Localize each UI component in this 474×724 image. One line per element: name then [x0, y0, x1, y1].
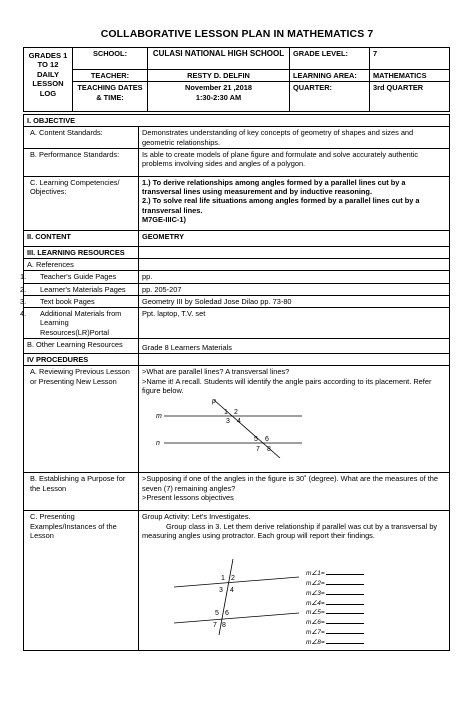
header-table: [23, 47, 450, 112]
label-p: p: [212, 398, 216, 405]
competency-1: 1.) To derive relationships among angles formed by a parallel lines cut by a transversal lines using measurement and by inductive reasoning.: [142, 177, 406, 196]
measure-blank[interactable]: [326, 638, 364, 644]
page-title: COLLABORATIVE LESSON PLAN IN MATHEMATICS 7: [100, 28, 374, 40]
fig2-angle-6: 6: [225, 610, 229, 618]
parallel-line-1: [174, 577, 299, 587]
dates-line-1: November 21 ,2018: [185, 83, 252, 93]
content-standards-value: Demonstrates understanding of key concepts of geometry of shapes and sizes and geometric relationships.: [139, 127, 450, 149]
teachers-guide-text: Teacher's Guide Pages: [40, 272, 117, 282]
performance-standards-label: B. Performance Standards:: [24, 148, 139, 176]
measure-blank[interactable]: [326, 628, 364, 634]
objective-heading: I. OBJECTIVE: [24, 115, 450, 127]
other-resources-label: B. Other Learning Resources: [24, 338, 139, 353]
competency-code: M7GE-IIIC-1): [142, 214, 186, 224]
competencies-label: C. Learning Competencies/ Objectives:: [24, 176, 139, 230]
angle-7: 7: [256, 446, 260, 453]
fig2-angle-4: 4: [230, 587, 234, 595]
textbook-label: [20, 295, 139, 307]
learners-materials-value: pp. 205-207: [139, 283, 450, 295]
angle-2: 2: [234, 409, 238, 416]
review-value: [139, 366, 450, 473]
parallel-line-2: [174, 613, 299, 623]
measure-blank[interactable]: [326, 599, 364, 605]
measure-row: [306, 569, 364, 579]
measure-blank[interactable]: [326, 608, 364, 614]
purpose-text: >Supposing if one of the angles in the figure is 30˚ (degree). What are the measures of the seven (7) remaining angles?: [142, 474, 439, 493]
measure-row: [306, 589, 364, 599]
measure-row: [306, 628, 364, 638]
teachers-guide-value: pp.: [139, 271, 450, 283]
measure-blank[interactable]: [326, 579, 364, 585]
learners-materials-text: Learner's Materials Pages: [40, 284, 126, 294]
learning-area-value: MATHEMATICS: [370, 70, 450, 82]
presenting-text: Group class in 3. Let them derive relationship if parallel was cut by a transversal by measuring angles using protractor. Each group will report their findings.: [142, 521, 438, 540]
teacher-value: RESTY D. DELFIN: [148, 70, 290, 82]
measure-label: m∠1=: [306, 570, 325, 578]
parallel-lines-figure: [152, 396, 312, 458]
dates-line-2: 1:30-2:30 AM: [195, 92, 242, 102]
purpose-label: B. Establishing a Purpose for the Lesson: [24, 473, 139, 511]
review-label: A. Reviewing Previous Lesson or Presenting New Lesson: [24, 366, 139, 473]
review-name-it: >Name it! A recall. Students will identify the angle pairs according to its placement. Refer figure below.: [142, 376, 432, 395]
presenting-activity: Group Activity: Let's Investigates.: [142, 512, 251, 522]
measure-label: m∠3=: [306, 589, 325, 597]
measure-label: m∠5=: [306, 609, 325, 617]
measure-row: [306, 608, 364, 618]
teachers-guide-label: [20, 271, 139, 283]
angle-5: 5: [254, 436, 258, 443]
fig2-angle-3: 3: [219, 587, 223, 595]
grade-level-value: 7: [370, 48, 450, 70]
fig2-angle-8: 8: [222, 622, 226, 630]
presenting-label: C. Presenting Examples/Instances of the Lesson: [24, 511, 139, 651]
additional-materials-value: Ppt. laptop, T.V. set: [139, 308, 450, 339]
fig2-angle-7: 7: [213, 622, 217, 630]
fig2-angle-1: 1: [221, 575, 225, 583]
additional-num: 4.: [20, 309, 27, 318]
measure-row: [306, 599, 364, 609]
grades-label: GRADES 1 TO 12 DAILY LESSON LOG: [24, 48, 73, 112]
content-label: II. CONTENT: [24, 230, 139, 246]
fig2-angle-5: 5: [215, 610, 219, 618]
measure-row: [306, 638, 364, 648]
dates-value: [148, 82, 290, 112]
fig2-angle-2: 2: [231, 575, 235, 583]
purpose-present: >Present lessons objectives: [142, 492, 234, 502]
competencies-value: [139, 176, 450, 230]
performance-standards-value: Is able to create models of plane figure and formulate and solve accurately authentic problems involving sides and angles of a polygon.: [139, 148, 450, 176]
transversal-figure: [169, 555, 309, 635]
textbook-text: Text book Pages: [40, 296, 95, 306]
angle-3: 3: [226, 418, 230, 425]
teacher-label: TEACHER:: [73, 70, 148, 82]
measure-label: m∠7=: [306, 628, 325, 636]
measure-blank[interactable]: [326, 589, 364, 595]
angle-6: 6: [265, 436, 269, 443]
school-value: CULASI NATIONAL HIGH SCHOOL: [148, 48, 290, 70]
references-label: A. References: [24, 259, 139, 271]
quarter-label: QUARTER:: [290, 82, 370, 112]
dates-label: TEACHING DATES & TIME:: [73, 82, 148, 112]
learning-resources-value: [139, 246, 450, 258]
quarter-value: 3rd QUARTER: [370, 82, 450, 112]
label-m: m: [156, 413, 162, 420]
references-value: [139, 259, 450, 271]
measure-row: [306, 579, 364, 589]
learning-resources-label: III. LEARNING RESOURCES: [24, 246, 139, 258]
learning-area-label: LEARNING AREA:: [290, 70, 370, 82]
measure-blank[interactable]: [326, 618, 364, 624]
learners-materials-num: 2.: [20, 284, 27, 294]
school-label: SCHOOL:: [73, 48, 148, 70]
additional-text: Additional Materials from Learning Resources(LR)Portal: [40, 309, 122, 337]
competency-2: 2.) To solve real life situations among angles formed by a parallel lines cut by a transversal lines.: [142, 196, 420, 215]
measure-label: m∠8=: [306, 638, 325, 646]
measure-label: m∠6=: [306, 619, 325, 627]
measure-fields: [306, 569, 364, 647]
measure-row: [306, 618, 364, 628]
procedures-label: IV PROCEDURES: [24, 354, 139, 366]
lesson-table: [20, 114, 450, 651]
angle-4: 4: [237, 418, 241, 425]
learners-materials-label: [20, 283, 139, 295]
content-standards-label: A. Content Standards:: [24, 127, 139, 149]
textbook-num: 3.: [20, 296, 27, 306]
textbook-value: Geometry III by Soledad Jose Dilao pp. 73-80: [139, 295, 450, 307]
content-value: GEOMETRY: [139, 230, 450, 246]
teachers-guide-num: 1.: [20, 272, 27, 282]
presenting-value: [139, 511, 450, 651]
other-resources-value: Grade 8 Learners Materials: [139, 338, 450, 353]
measure-blank[interactable]: [326, 569, 364, 575]
measure-label: m∠2=: [306, 580, 325, 588]
purpose-value: [139, 473, 450, 511]
angle-8: 8: [267, 446, 271, 453]
review-question: >What are parallel lines? A transversal lines?: [142, 367, 290, 377]
measure-label: m∠4=: [306, 599, 325, 607]
grade-level-label: GRADE LEVEL:: [290, 48, 370, 70]
label-n: n: [156, 440, 160, 447]
angle-1: 1: [224, 409, 228, 416]
additional-materials-label: [20, 308, 139, 339]
procedures-value: [139, 354, 450, 366]
